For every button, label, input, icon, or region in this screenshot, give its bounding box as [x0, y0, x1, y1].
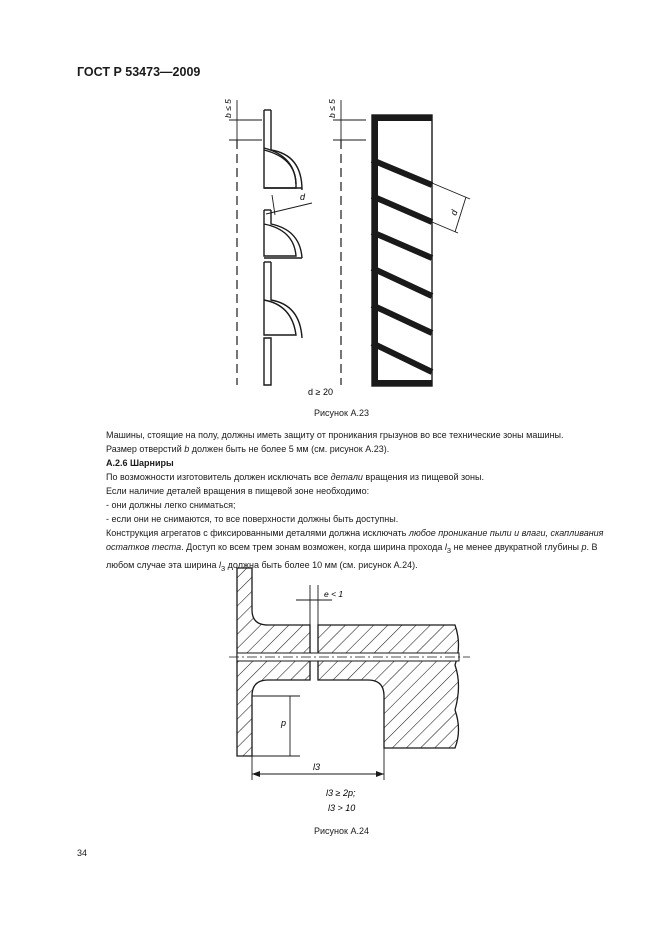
b-label-right: b ≤ 5: [327, 99, 337, 118]
body-text: [106, 428, 616, 576]
left-wall: [237, 568, 310, 756]
figure-a23: [0, 0, 661, 410]
e-label: e < 1: [324, 589, 344, 599]
figure-a23-caption: Рисунок А.23: [314, 408, 369, 418]
paragraph-7: Конструкция агрегатов с фиксированными деталями должна исключать любое проникание пыли и влаги, скапливания остатков теста. Доступ ко всем трем зонам возможен, когда ширина прохода $l_3$ не менее двукратной глубины p. В любом случае эта ширина $l_3$ должна быть более 10 мм (см. рисунок А.24).: [106, 528, 604, 573]
paragraph-1: Машины, стоящие на полу, должны иметь защиту от проникания грызунов во все технические зоны машины.: [106, 430, 564, 440]
paragraph-3: По возможности изготовитель должен исключать все детали вращения из пищевой зоны.: [106, 472, 484, 482]
condition-1: l3 ≥ 2p;: [326, 788, 356, 798]
condition-2: l3 > 10: [328, 803, 356, 813]
b-label-left: b ≤ 5: [223, 99, 233, 118]
paragraph-4: Если наличие деталей вращения в пищевой зоне необходимо:: [106, 486, 370, 496]
list-item-1: - они должны легко сниматься;: [106, 500, 236, 510]
document-code: ГОСТ Р 53473—2009: [77, 65, 201, 79]
figure-a24: [0, 560, 661, 860]
l3-label: l3: [313, 762, 321, 772]
page-number: 34: [77, 848, 88, 858]
d-label-right: d: [448, 208, 460, 217]
list-item-2: - если они не снимаются, то все поверхности должны быть доступны.: [106, 514, 399, 524]
grille-panel: [372, 115, 432, 386]
section-heading: А.2.6 Шарниры: [106, 458, 174, 468]
d-condition: d ≥ 20: [308, 387, 333, 397]
wavy-plate: [264, 110, 302, 385]
figure-a24-caption: Рисунок А.24: [314, 826, 369, 836]
p-label: p: [281, 718, 287, 728]
paragraph-2: Размер отверстий b должен быть не более 5 мм (см. рисунок А.23).: [106, 444, 390, 454]
right-block: [318, 625, 459, 748]
d-label-left: d: [300, 192, 306, 202]
